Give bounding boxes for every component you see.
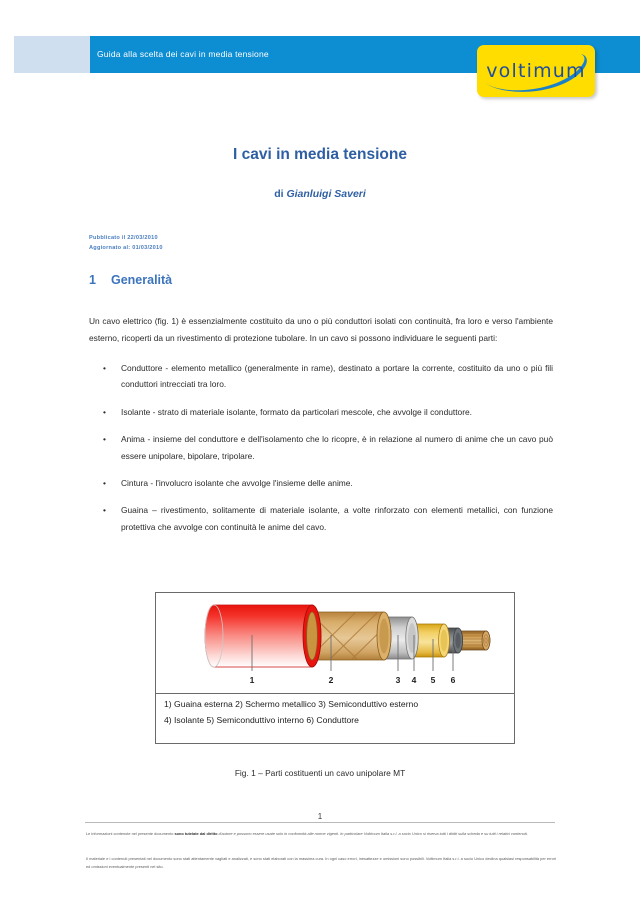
footer-text-bold: sono tutelate dal diritto [174,830,218,836]
figure-legend-line-1: 1) Guaina esterna 2) Schermo metallico 3) Semiconduttivo esterno [164,699,419,709]
bullet-glyph-icon: • [103,477,106,488]
bullet-glyph-icon: • [103,363,106,373]
bullet-glyph-icon: • [103,434,106,445]
page-title: I cavi in media tensione [232,146,407,163]
footer-divider [85,822,555,823]
list-item-text: Cintura - l'involucro isolante che avvolge l'insieme delle anime. [121,477,353,488]
list-item [89,360,553,393]
list-item [89,431,553,464]
section-number: 1 [89,273,96,287]
list-item [89,404,553,420]
footer-text-c: d'autore e possono essere usate solo in conformità alle norme vigenti. In particolare Voltimum Italia s.r.l. a socio Unico si riserva tutti i diritti sulla scheda e su tutti i relativi contenuti. [217,830,528,836]
header-breadcrumb-title: Guida alla scelta dei cavi in media tensione [97,49,269,59]
cable-parts-list [89,360,553,546]
voltimum-logo-text: voltimum [486,60,586,82]
callout-2: 2 [328,675,334,685]
callout-5: 5 [430,675,436,685]
footer-disclaimer-paragraph: Il materiale e i contenuti presentati nel documento sono stati attentamente vagliati e analizzati, e sono stati elaborati con la massima cura. In ogni caso errori, inesattezze e omissioni sono possibili. Voltimum Italia s.r.l. a socio Unico declina qualsiasi responsabilità per errori ed omissioni eventualmente presenti nel sito. [86,855,556,869]
document-author [0,188,640,200]
list-item [89,475,553,491]
figure-legend-line-2: 4) Isolante 5) Semiconduttivo interno 6) Conduttore [164,714,359,725]
figure-divider [156,693,514,694]
voltimum-logo[interactable] [477,45,595,97]
figure-legend [164,697,508,729]
intro-paragraph: Un cavo elettrico (fig. 1) è essenzialmente costituito da uno o più conduttori isolati con continuità, fra loro e verso l'ambiente esterno, ricoperti da un rivestimento di protezione tubolare. In un cavo si possono individuare le seguenti parti: [89,316,553,343]
figure-caption: Fig. 1 – Parti costituenti un cavo unipolare MT [234,768,406,778]
author-prefix: di [274,188,287,200]
callout-1: 1 [249,675,255,685]
callout-numbers [250,675,456,685]
page-number: 1 [317,812,323,821]
publication-dates [89,234,163,254]
callout-6: 6 [450,675,456,685]
footer-text-a: Le informazioni contenute nel presente documento [86,830,175,836]
section-title: Generalità [111,273,173,287]
updated-date: Aggiornato al: 01/03/2010 [89,244,163,251]
list-item-text: Anima - insieme del conduttore e dell'isolamento che lo ricopre, è in relazione al numero di anime che un cavo può essere unipolare, bipolare, tripolare. [121,434,553,461]
list-item-text: Conduttore - elemento metallico (generalmente in rame), destinato a portare la corrente, costituito da uno o più fili conduttori intrecciati tra loro. [121,363,553,390]
author-name: Gianluigi Saveri [286,188,366,200]
footer-copyright-paragraph [86,830,556,838]
cable-cutaway-illustration [156,593,514,693]
callout-3: 3 [395,675,401,685]
callout-4: 4 [411,675,417,685]
published-date: Pubblicato il 22/03/2010 [89,235,158,241]
bullet-glyph-icon: • [103,406,106,417]
cable-layer-outer-sheath [205,605,321,667]
list-item-text: Isolante - strato di materiale isolante, formato da particolari mescole, che avvolge il conduttore. [121,406,472,417]
section-heading-generalita [89,273,172,287]
bullet-glyph-icon: • [103,505,106,516]
list-item-text: Guaina – rivestimento, solitamente di materiale isolante, a volte rinforzato con elementi metallici, con funzione protettiva che avvolge con continuità le anime del cavo. [121,505,553,532]
header-left-accent-box [14,36,90,73]
list-item [89,502,553,535]
figure-1-box [155,592,515,744]
